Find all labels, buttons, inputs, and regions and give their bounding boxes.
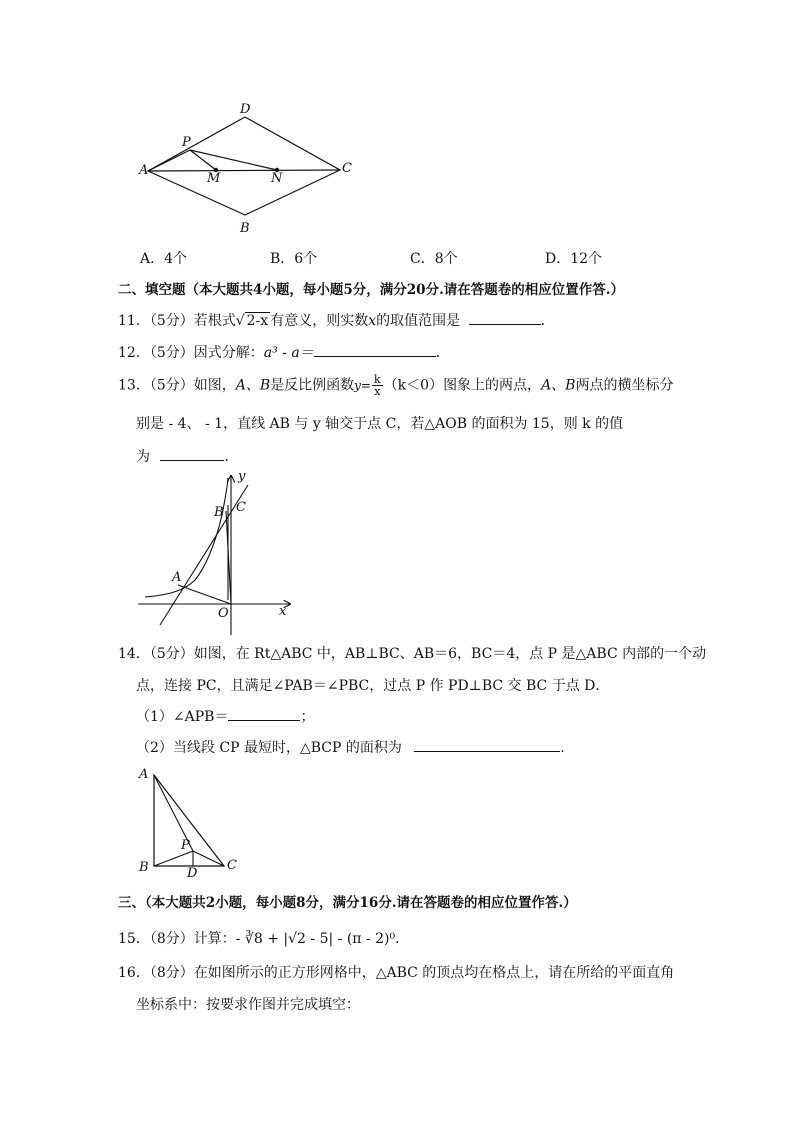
q13-end: ．: [224, 449, 239, 465]
q15-text1: 计算：: [193, 931, 236, 947]
q14-sub2-end: ．: [560, 740, 575, 756]
label-A: A: [139, 163, 149, 178]
q15-num: 15．: [118, 931, 150, 947]
q13-score: （5分）: [149, 377, 194, 394]
q13-text6: 两点的横坐标分: [575, 377, 674, 394]
label-C: C: [342, 161, 352, 176]
q13-y: y=: [354, 378, 371, 393]
label-y: y: [238, 469, 246, 484]
q12-score: （5分）: [149, 345, 194, 361]
label-D: D: [240, 102, 251, 117]
option-a: A．4个: [140, 251, 188, 267]
label-B: B: [214, 505, 224, 520]
q12-expr: a³ - a＝: [263, 345, 314, 361]
label-C: C: [227, 858, 237, 873]
q13-num: 13．: [118, 377, 150, 394]
q12-end: ．: [435, 345, 450, 361]
label-x: x: [279, 604, 287, 619]
label-C: C: [236, 500, 246, 515]
label-N: N: [271, 171, 283, 186]
option-c: C．8个: [410, 251, 458, 267]
option-b: B．6个: [270, 251, 318, 267]
q13-text1: 如图，: [193, 377, 236, 394]
label-D: D: [187, 866, 198, 881]
q13-text3: 是反比例函数: [270, 377, 355, 394]
q14-sub1-text: （1）∠APB＝: [136, 709, 229, 725]
q15-score: （8分）: [149, 931, 194, 947]
q13-cond: （k＜0）: [383, 377, 444, 394]
option-d: D．12个: [545, 251, 603, 267]
q11-var: x: [368, 313, 377, 329]
question-13-line2: 别是 - 4、 - 1，直线 AB 与 y 轴交于点 C，若△AOB 的面积为 15，则 k 的值: [136, 416, 624, 432]
question-16-line1: 16．（8分）在如图所示的正方形网格中，△ABC 的顶点均在格点上，请在所给的平面直角: [118, 965, 675, 981]
q14-sub1-end: ；: [300, 709, 315, 725]
q14-sub2-text: （2）当线段 CP 最短时，△BCP 的面积为: [136, 740, 402, 756]
label-M: M: [207, 171, 221, 186]
label-B: B: [139, 860, 149, 875]
section-2-heading: 二、填空题（本大题共4小题，每小题5分，满分20分.请在答题卷的相应位置作答.）: [118, 282, 624, 298]
q15-expr: - ∛8 + |√2 - 5| - (π - 2)⁰．: [235, 931, 410, 947]
q11-end: ．: [540, 313, 555, 329]
q13-text5: A、B: [541, 377, 576, 394]
question-14-line1: 14．（5分）如图，在 Rt△ABC 中，AB⊥BC、AB＝6，BC＝4，点 P 是△ABC 内部的一个动: [118, 646, 707, 662]
q12-text1: 因式分解：: [193, 345, 264, 361]
section-3-heading: 三、（本大题共2小题，每小题8分，满分16分.请在答题卷的相应位置作答.）: [118, 895, 577, 911]
question-16-line2: 坐标系中：按要求作图并完成填空：: [136, 997, 360, 1013]
q11-text1: 若根式: [193, 313, 236, 329]
q11-num: 11．: [118, 313, 150, 329]
q13-text4: 图象上的两点，: [443, 377, 542, 394]
label-A: A: [172, 570, 182, 585]
label-P: P: [182, 135, 191, 150]
label-B: B: [240, 221, 250, 236]
frac-numerator: k: [374, 373, 381, 386]
q11-score: （5分）: [149, 313, 194, 329]
sqrt-sign: √: [235, 313, 245, 329]
label-O: O: [218, 606, 229, 621]
q13-line3a: 为: [136, 449, 150, 465]
label-A: A: [139, 767, 149, 782]
q11-radicand: 2-x: [246, 313, 269, 329]
question-15: [118, 929, 409, 949]
q12-num: 12．: [118, 345, 150, 361]
question-14-line2: 点，连接 PC，且满足∠PAB＝∠PBC，过点 P 作 PD⊥BC 交 BC 于点 D．: [136, 678, 610, 694]
frac-denominator: x: [374, 385, 381, 398]
q11-text3: 的取值范围是: [376, 313, 461, 329]
label-P: P: [181, 838, 190, 853]
q13-text2: A、B: [235, 377, 271, 394]
q11-text2: 有意义，则实数: [270, 313, 369, 329]
